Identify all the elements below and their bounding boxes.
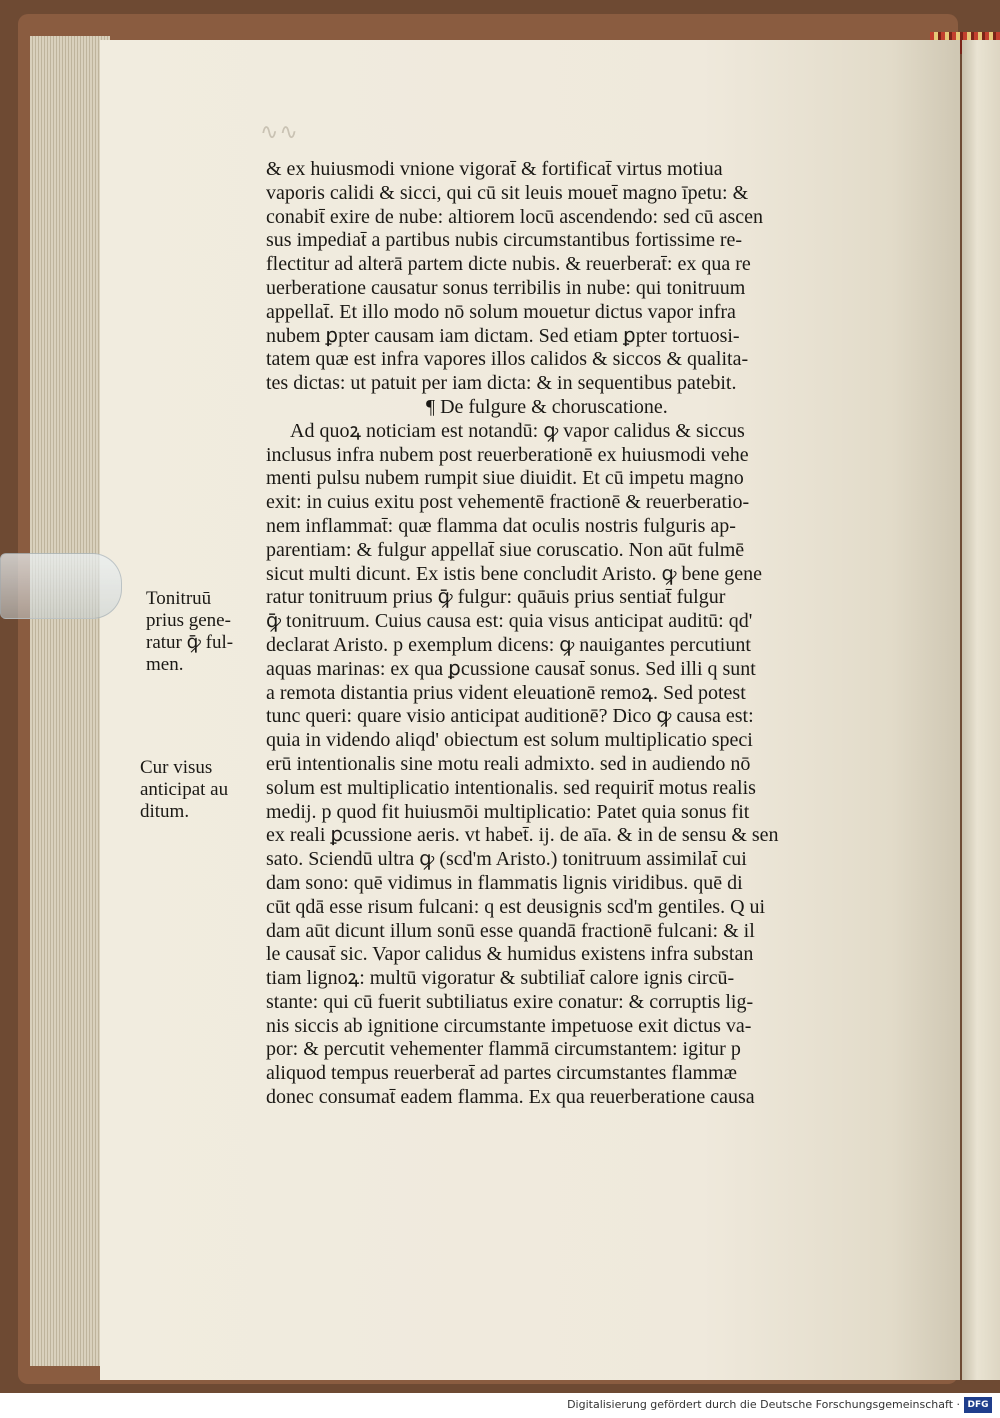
section-heading: ¶ De fulgure & choruscatione.: [426, 395, 668, 418]
text-line: tiam lignoꝝ: multū vigoratur & subtiliat̄ calore ignis circū-: [266, 967, 735, 990]
dfg-logo: DFG: [964, 1397, 992, 1413]
bookmark-strip: [0, 553, 122, 619]
marginal-line: men.: [146, 654, 184, 675]
text-line: aliquod tempus reuerberat̄ ad partes circumstantes flammæ: [266, 1062, 737, 1085]
marginal-line: Tonitruū: [146, 588, 212, 609]
text-line: cūt qdā esse risum fulcani: q est deusignis scd'm gentiles. Q ui: [266, 895, 766, 918]
text-line: menti pulsu nubem rumpit siue diuidit. Et cū impetu magno: [266, 467, 744, 490]
page-edges: [30, 36, 110, 1366]
text-line: aquas marinas: ex qua ꝑcussione causat̄ sonus. Sed illi q sunt: [266, 657, 756, 680]
text-line: nis siccis ab ignitione circumstante impetuose exit dictus va-: [266, 1014, 752, 1037]
bleed-through-mark: ∿∿: [260, 120, 299, 145]
main-text-block: [266, 158, 886, 1110]
text-line: a remota distantia prius vident eleuationē remoꝝ. Sed potest: [266, 681, 746, 704]
text-line: conabit̄ exire de nube: altiorem locū ascendendo: sed cū ascen: [266, 205, 764, 228]
text-line: exit: in cuius exitu post vehementē fractionē & reuerberatio-: [266, 491, 750, 514]
text-line: declarat Aristo. p exemplum dicens: ꝙ nauigantes percutiunt: [266, 633, 751, 656]
text-line: quia in videndo aliqd' obiectum est solum multiplicatio speci: [266, 729, 753, 752]
marginal-line: prius gene-: [146, 610, 231, 631]
text-line: ꝙ̄ tonitruum. Cuius causa est: quia visus anticipat auditū: qd': [266, 610, 753, 633]
text-line: tunc queri: quare visio anticipat auditionē? Dico ꝙ causa est:: [266, 705, 754, 728]
text-line: le causat̄ sic. Vapor calidus & humidus existens infra substan: [266, 943, 754, 966]
text-line: uerberatione causatur sonus terribilis in nube: qui tonitruum: [266, 276, 746, 299]
text-line: ratur tonitruum prius ꝙ̄ fulgur: quāuis prius sentiat̄ fulgur: [266, 586, 726, 609]
text-line: dam aūt dicunt illum sonū esse quandā fractionē fulcani: & il: [266, 919, 755, 942]
text-line: dam sono: quē vidimus in flammatis lignis viridibus. quē di: [266, 871, 743, 894]
text-line: flectitur ad alterā partem dicte nubis. & reuerberat̄: ex qua re: [266, 253, 751, 276]
marginal-line: ditum.: [140, 801, 190, 822]
footer-bar: [0, 1393, 1000, 1418]
marginal-note-thunder: [146, 588, 233, 676]
text-line: appellat̄. Et illo modo nō solum mouetur dictus vapor infra: [266, 300, 736, 323]
text-line: inclusus infra nubem post reuerberationē ex huiusmodi vehe: [266, 443, 749, 466]
funding-credit: Digitalisierung gefördert durch die Deutsche Forschungsgemeinschaft ·: [567, 1398, 960, 1411]
text-line: donec consumat̄ eadem flamma. Ex qua reuerberatione causa: [266, 1086, 755, 1109]
text-line: nem inflammat̄: quæ flamma dat oculis nostris fulguris ap-: [266, 514, 736, 537]
text-line: stante: qui cū fuerit subtiliatus exire conatur: & corruptis lig-: [266, 990, 754, 1013]
marginal-line: Cur visus: [140, 757, 213, 778]
text-line: sato. Sciendū ultra ꝙ (scd'm Aristo.) tonitruum assimilat̄ cui: [266, 848, 747, 871]
text-line: nubem ꝑpter causam iam dictam. Sed etiam ꝑpter tortuosi-: [266, 324, 740, 347]
text-line: & ex huiusmodi vnione vigorat̄ & fortificat̄ virtus motiua: [266, 158, 723, 180]
text-line: tes dictas: ut patuit per iam dicta: & in sequentibus patebit.: [266, 372, 737, 395]
text-line: sicut multi dicunt. Ex istis bene concludit Aristo. ꝙ bene gene: [266, 562, 763, 585]
text-line: vaporis calidi & sicci, qui cū sit leuis mouet̄ magno īpetu: &: [266, 181, 749, 204]
marginal-note-vision: [140, 757, 228, 823]
text-line: ex reali ꝑcussione aeris. vt habet̄. ij. de aīa. & in de sensu & sen: [266, 824, 779, 847]
text-line: Ad quoꝝ noticiam est notandū: ꝙ vapor calidus & siccus: [290, 419, 745, 442]
facing-page-edge: [962, 40, 1000, 1380]
text-line: erū intentionalis sine motu reali admixto. sed in audiendo nō: [266, 752, 751, 775]
text-line: parentiam: & fulgur appellat̄ siue coruscatio. Non aūt fulmē: [266, 538, 745, 561]
text-line: medij. p quod fit huiusmōi multiplicatio: Patet quia sonus fit: [266, 800, 750, 823]
text-line: por: & percutit vehementer flammā circumstantem: igitur p: [266, 1038, 741, 1061]
text-line: solum est multiplicatio intentionalis. sed requirit̄ motus realis: [266, 776, 756, 799]
text-line: sus impediat̄ a partibus nubis circumstantibus fortissime re-: [266, 229, 743, 252]
marginal-line: anticipat au: [140, 779, 229, 800]
marginal-line: ratur ꝙ̄ ful-: [146, 632, 234, 653]
text-line: tatem quæ est infra vapores illos calidos & siccos & qualita-: [266, 348, 749, 371]
